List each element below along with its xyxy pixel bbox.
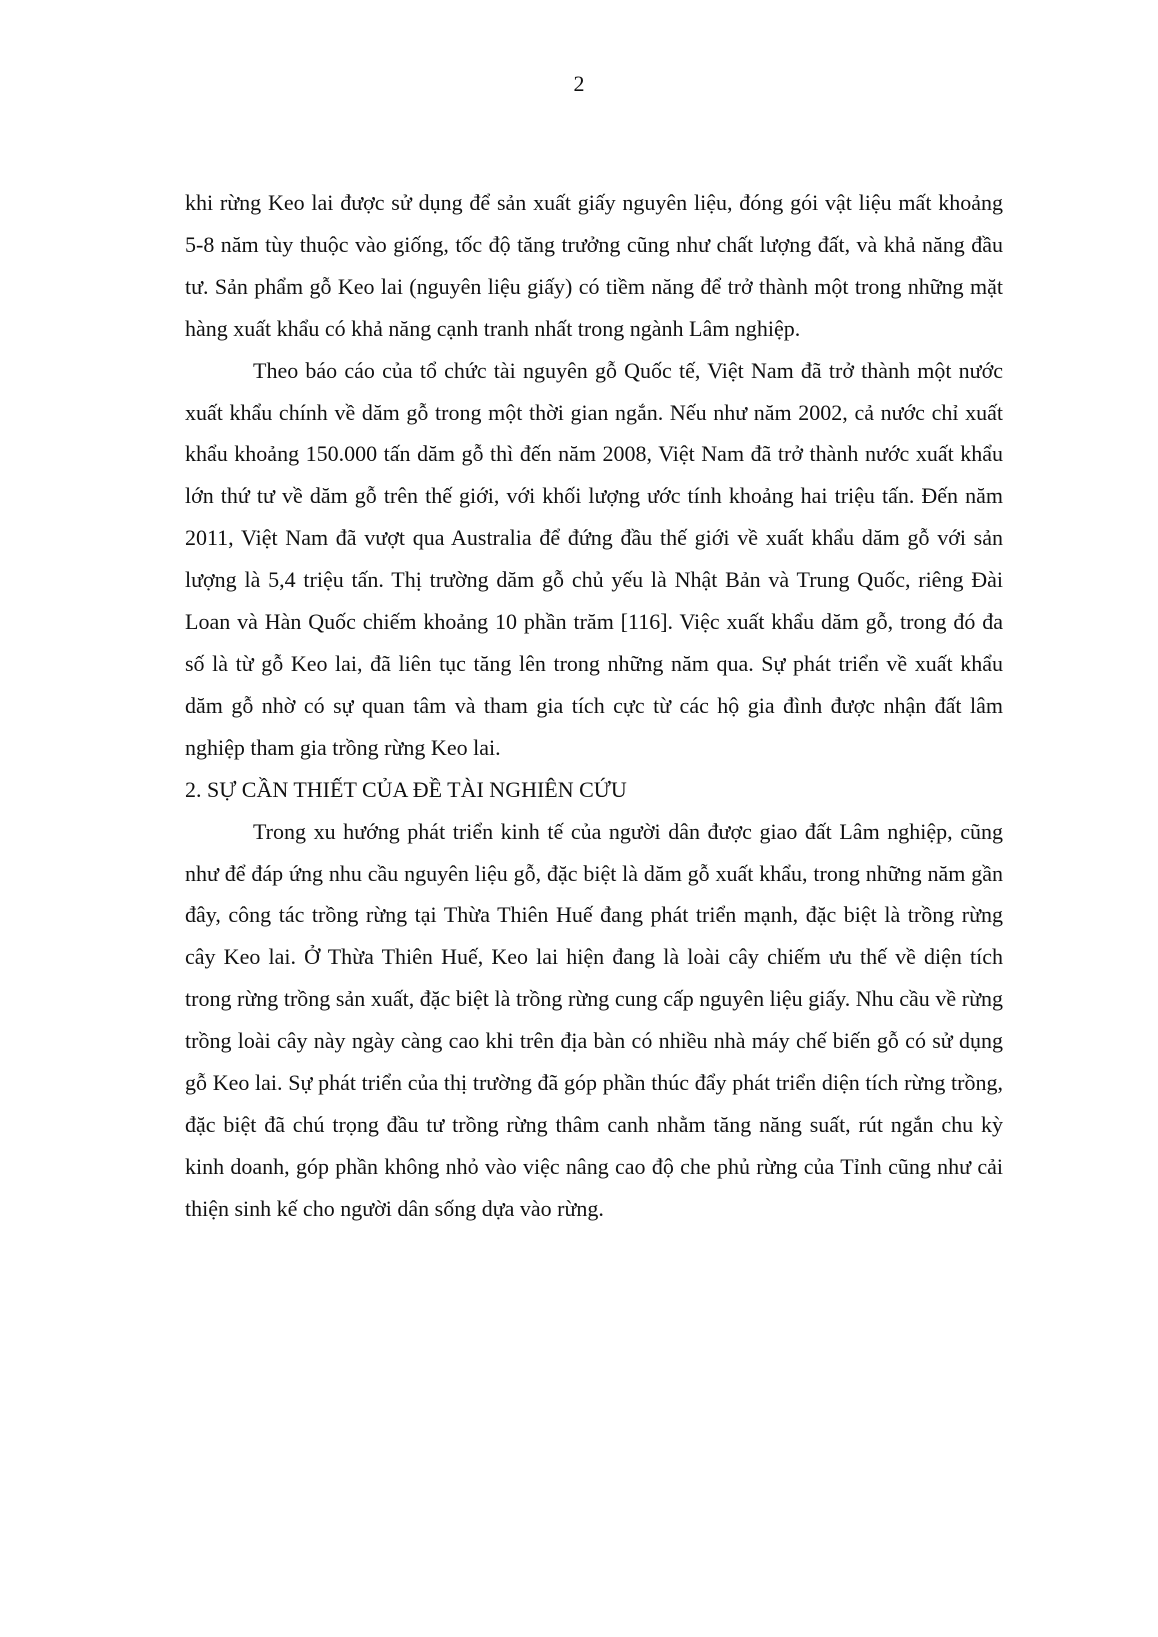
section-heading: 2. SỰ CẦN THIẾT CỦA ĐỀ TÀI NGHIÊN CỨU bbox=[185, 776, 627, 802]
document-body bbox=[185, 182, 1003, 1230]
page-number: 2 bbox=[573, 71, 585, 96]
paragraph-wood-chip-export: Theo báo cáo của tổ chức tài nguyên gỗ Quốc tế, Việt Nam đã trở thành một nước xuất khẩu chính về dăm gỗ trong một thời gian ngắn. Nếu như năm 2002, cả nước chỉ xuất khẩu khoảng 150.000 tấn dăm gỗ thì đến năm 2008, Việt Nam đã trở thành nước xuất khẩu lớn thứ tư về dăm gỗ trên thế giới, với khối lượng ước tính khoảng hai triệu tấn. Đến năm 2011, Việt Nam đã vượt qua Australia để đứng đầu thế giới về xuất khẩu dăm gỗ với sản lượng là 5,4 triệu tấn. Thị trường dăm gỗ chủ yếu là Nhật Bản và Trung Quốc, riêng Đài Loan và Hàn Quốc chiếm khoảng 10 phần trăm [116]. Việc xuất khẩu dăm gỗ, trong đó đa số là từ gỗ Keo lai, đã liên tục tăng lên trong những năm qua. Sự phát triển về xuất khẩu dăm gỗ nhờ có sự quan tâm và tham gia tích cực từ các hộ gia đình được nhận đất lâm nghiệp tham gia trồng rừng Keo lai. bbox=[185, 357, 1003, 760]
paragraph-research-necessity: Trong xu hướng phát triển kinh tế của người dân được giao đất Lâm nghiệp, cũng như để đáp ứng nhu cầu nguyên liệu gỗ, đặc biệt là dăm gỗ xuất khẩu, trong những năm gần đây, công tác trồng rừng tại Thừa Thiên Huế đang phát triển mạnh, đặc biệt là trồng rừng cây Keo lai. Ở Thừa Thiên Huế, Keo lai hiện đang là loài cây chiếm ưu thế về diện tích trong rừng trồng sản xuất, đặc biệt là trồng rừng cung cấp nguyên liệu giấy. Nhu cầu về rừng trồng loài cây này ngày càng cao khi trên địa bàn có nhiều nhà máy chế biến gỗ có sử dụng gỗ Keo lai. Sự phát triển của thị trường đã góp phần thúc đẩy phát triển diện tích rừng trồng, đặc biệt đã chú trọng đầu tư trồng rừng thâm canh nhằm tăng năng suất, rút ngắn chu kỳ kinh doanh, góp phần không nhỏ vào việc nâng cao độ che phủ rừng của Tỉnh cũng như cải thiện sinh kế cho người dân sống dựa vào rừng. bbox=[185, 818, 1003, 1221]
paragraph-continuation: khi rừng Keo lai được sử dụng để sản xuất giấy nguyên liệu, đóng gói vật liệu mất khoảng 5-8 năm tùy thuộc vào giống, tốc độ tăng trưởng cũng như chất lượng đất, và khả năng đầu tư. Sản phẩm gỗ Keo lai (nguyên liệu giấy) có tiềm năng để trở thành một trong những mặt hàng xuất khẩu có khả năng cạnh tranh nhất trong ngành Lâm nghiệp. bbox=[185, 190, 1003, 341]
